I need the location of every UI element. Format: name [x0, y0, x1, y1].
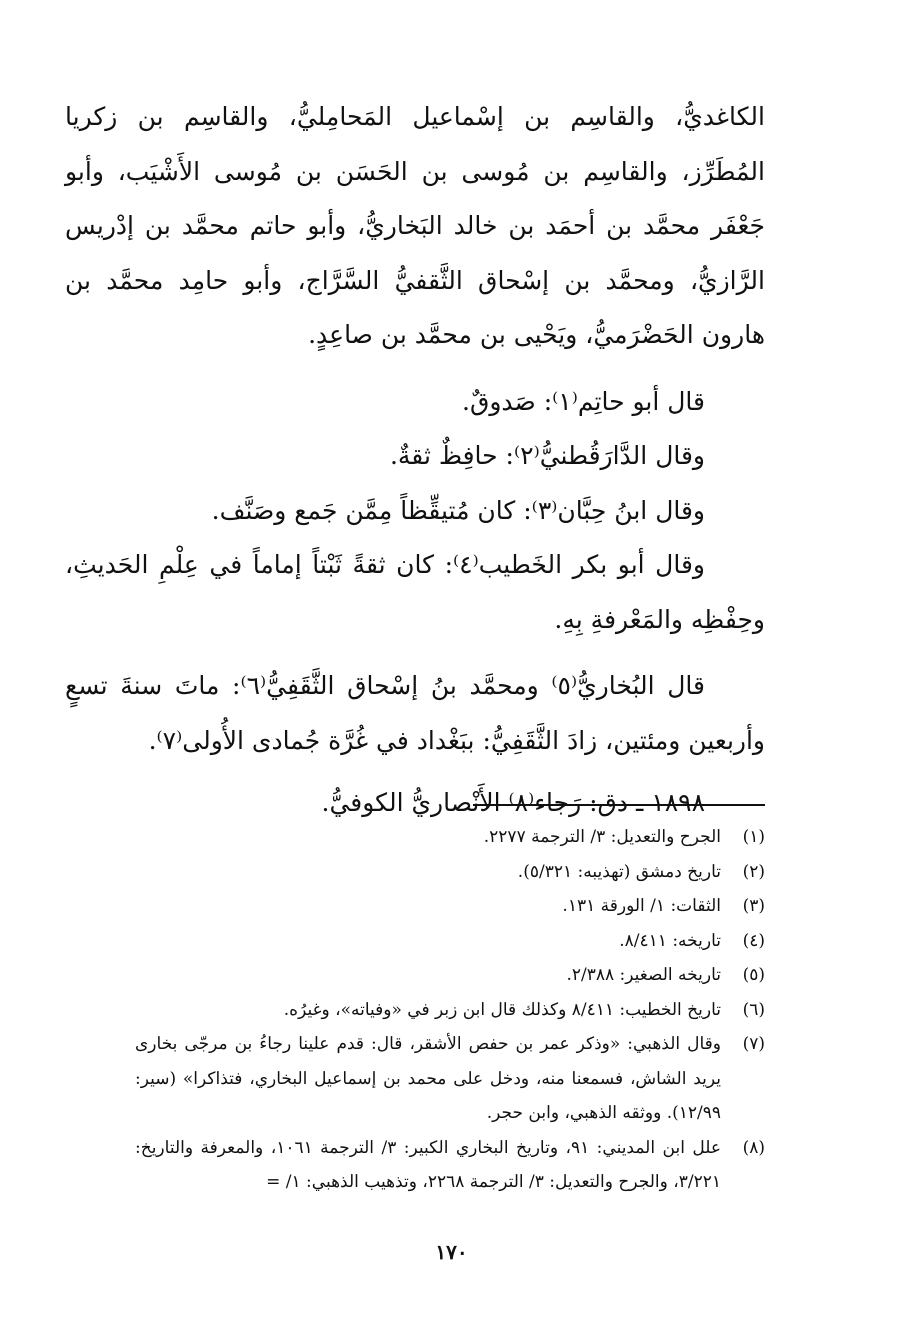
- footnote-item: [135, 820, 765, 855]
- entry-heading: ١٨٩٨ ـ دق: رَجاء⁽٨⁾ الأَنْصاريُّ الكوفيُّ.: [321, 788, 705, 817]
- footnote-item: [135, 1131, 765, 1200]
- footnote-number: (٧): [742, 1034, 765, 1054]
- footnote-text: تاريخ الخطيب: ٨/٤١١ وكذلك قال ابن زبر في «وفياته»، وغيرُه.: [283, 999, 721, 1020]
- footnotes-list: [135, 820, 765, 1200]
- footnote-item: [135, 993, 765, 1028]
- footnote-number: (٨): [742, 1137, 765, 1158]
- footnote-item: [135, 1027, 765, 1131]
- footnote-text: علل ابن المديني: ٩١، وتاريخ البخاري الكبير: ٣/ الترجمة ١٠٦١، والمعرفة والتاريخ: ٣/٢٢١، والجرح والتعديل: ٣/ الترجمة ٢٢٦٨، وتذهيب الذهبي: ١/ =: [135, 1137, 721, 1192]
- death-note: قال البُخاريُّ⁽٥⁾ ومحمَّد بنُ إسْحاق الثَّقَفِيُّ⁽٦⁾: ماتَ سنةَ تسعٍ وأربعين ومئتين، زادَ الثَّقَفِيُّ: ببَغْداد في غُرَّة جُمادى الأُولى⁽٧⁾.: [65, 671, 765, 755]
- footnote-item: [135, 855, 765, 890]
- footnote-item: [135, 958, 765, 993]
- quote-ibn-hibban: وقال ابنُ حِبَّان⁽٣⁾: كان مُتيقِّظاً مِمَّن جَمع وصَنَّف.: [211, 495, 705, 525]
- footnote-number: (٤): [742, 930, 765, 951]
- main-text: [65, 90, 765, 831]
- footnote-text: وقال الذهبي: «وذكر عمر بن حفص الأشقر، قال: قدم علينا رجاءُ بن مرجّى بخارى يريد الشاش، فسمعنا منه، ودخل على محمد بن إسماعيل البخاري، فتذاكرا» (سير: ١٢/٩٩). ووثقه الذهبي، وابن حجر.: [135, 1034, 721, 1123]
- footnote-text: الجرح والتعديل: ٣/ الترجمة ٢٢٧٧.: [483, 827, 721, 847]
- footnote-number: (٥): [742, 965, 765, 985]
- footnote-text: تاريخه الصغير: ٢/٣٨٨.: [566, 965, 721, 985]
- footnote-item: [135, 924, 765, 959]
- footnote-number: (١): [742, 827, 765, 847]
- paragraph-gap: [65, 363, 765, 375]
- paragraph-gap: [65, 647, 765, 659]
- paragraph-intro: الكاغديُّ، والقاسِم بن إسْماعيل المَحامِليُّ، والقاسِم بن زكريا المُطَرِّز، والقاسِم بن مُوسى بن الحَسَن بن مُوسى الأَشْيَب، وأبو جَعْفَر محمَّد بن أحمَد بن خالد البَخاريُّ، وأبو حاتم محمَّد بن إدْريس الرَّازيُّ، ومحمَّد بن إسْحاق الثَّقفيُّ السَّرَّاج، وأبو حامِد محمَّد بن هارون الحَضْرَميُّ، ويَحْيى بن محمَّد بن صاعِدٍ.: [65, 102, 765, 349]
- footnote-number: (٢): [742, 861, 765, 882]
- footnote-item: [135, 889, 765, 924]
- footnote-text: تاريخه: ٨/٤١١.: [619, 930, 721, 951]
- footnote-separator: [473, 804, 765, 806]
- footnote-number: (٣): [742, 896, 765, 916]
- quote-al-khatib: وقال أبو بكر الخَطيب⁽٤⁾: كان ثقةً ثَبْتاً إماماً في عِلْمِ الحَديثِ، وحِفْظِه والمَعْرفةِ بِهِ.: [65, 550, 765, 634]
- footnote-text: الثقات: ١/ الورقة ١٣١.: [562, 896, 721, 916]
- quote-daraqutni: وقال الدَّارَقُطنيُّ⁽٢⁾: حافِظٌ ثقةٌ.: [389, 441, 705, 470]
- footnote-text: تاريخ دمشق (تهذيبه: ٥/٣٢١).: [517, 861, 721, 882]
- page-number: ١٧٠: [435, 1240, 468, 1264]
- footnote-number: (٦): [742, 999, 765, 1020]
- quote-abu-hatim: قال أبو حاتِم⁽١⁾: صَدوقٌ.: [462, 386, 705, 416]
